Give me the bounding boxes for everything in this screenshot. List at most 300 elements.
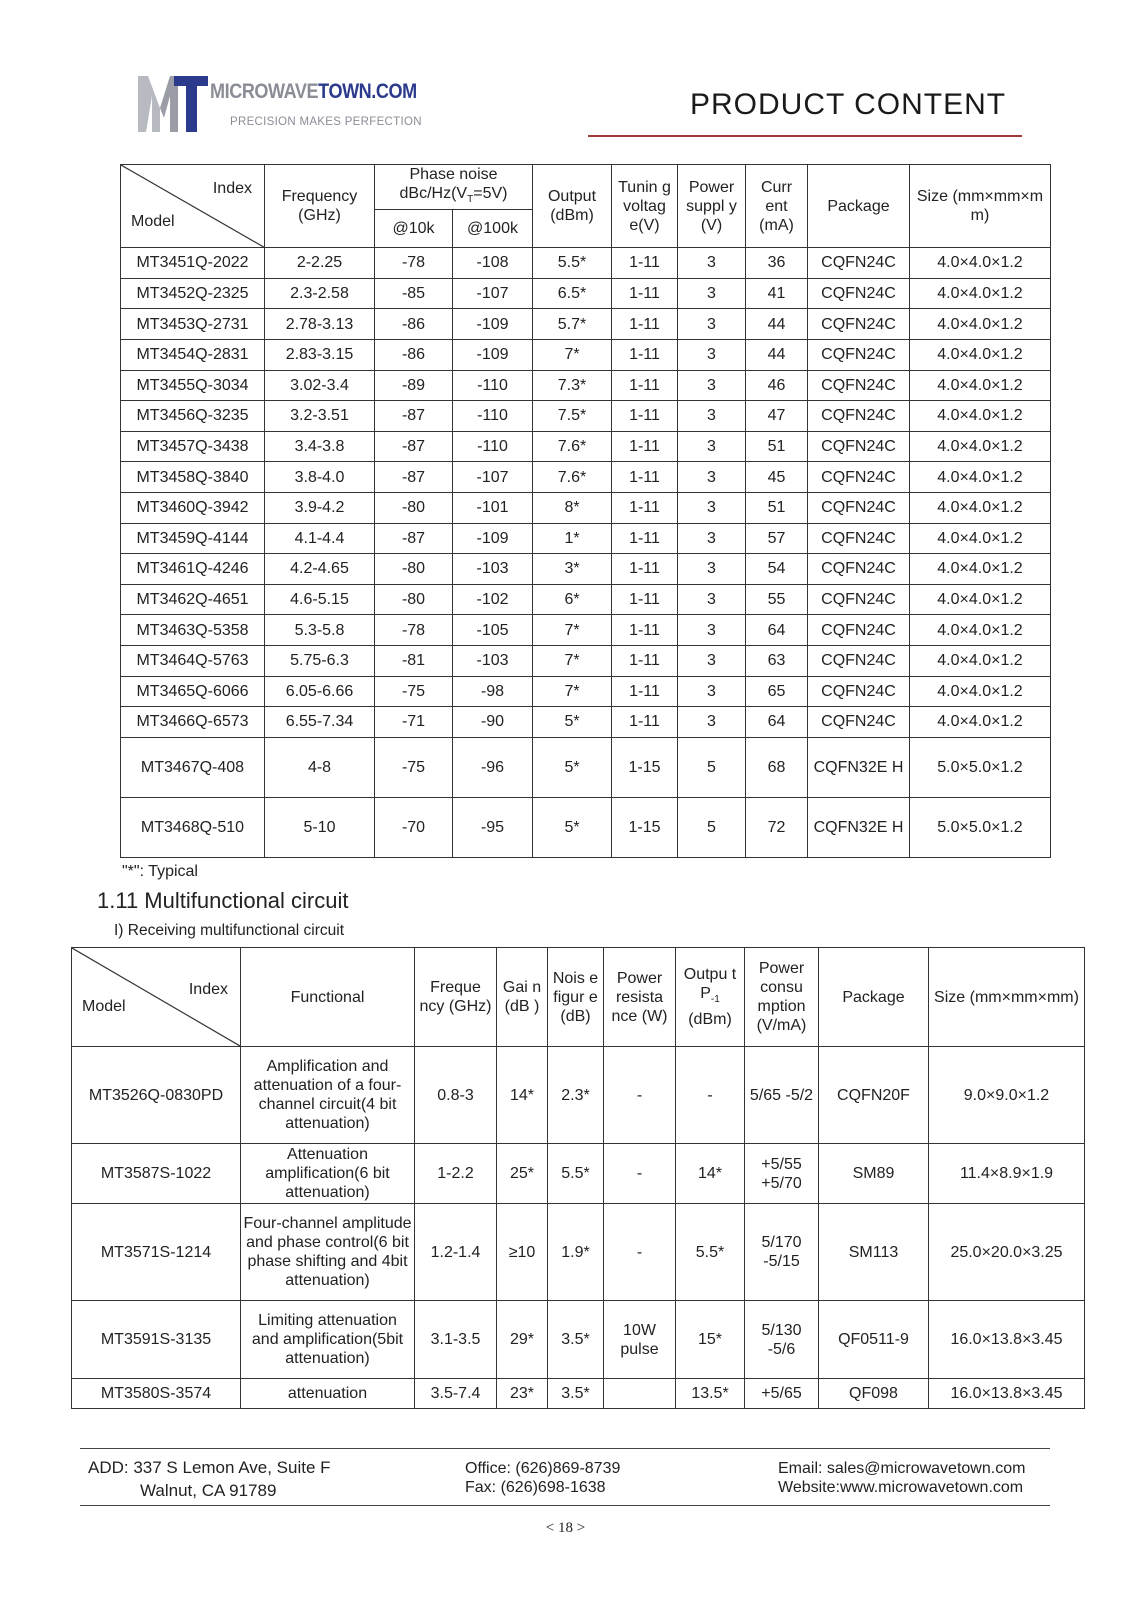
model-cell: MT3464Q-5763 (121, 645, 265, 676)
package-cell: CQFN24C (808, 523, 910, 554)
title-underline (588, 135, 1022, 137)
tuning-voltage-cell: 1-15 (612, 737, 678, 797)
model-cell: MT3451Q-2022 (121, 248, 265, 279)
model-cell: MT3571S-1214 (72, 1204, 241, 1301)
table-row (121, 431, 1051, 462)
table-row (121, 797, 1051, 857)
current-cell: 68 (746, 737, 808, 797)
output-cell: 13.5* (676, 1379, 745, 1409)
package-cell: CQFN24C (808, 278, 910, 309)
company-logo (138, 74, 428, 136)
header-phase-noise: Phase noise dBc/$Hz(V_T=5V)$ (375, 165, 533, 210)
model-cell: MT3462Q-4651 (121, 584, 265, 615)
model-cell: MT3456Q-3235 (121, 401, 265, 432)
package-cell: CQFN24C (808, 370, 910, 401)
frequency-cell: 5.3-5.8 (265, 615, 375, 646)
model-cell: MT3460Q-3942 (121, 492, 265, 523)
package-cell: CQFN24C (808, 401, 910, 432)
size-cell: 5.0×5.0×1.2 (910, 797, 1051, 857)
table-row (121, 707, 1051, 738)
frequency-cell: 5.75-6.3 (265, 645, 375, 676)
output-cell: 7.6* (533, 462, 612, 493)
model-cell: MT3580S-3574 (72, 1379, 241, 1409)
phase-noise-10k-cell: -86 (375, 339, 453, 370)
output-cell: 5.5* (676, 1204, 745, 1301)
table-row (121, 737, 1051, 797)
noise-figure-cell: 5.5* (548, 1144, 604, 1204)
size-cell: 4.0×4.0×1.2 (910, 431, 1051, 462)
package-cell: CQFN24C (808, 339, 910, 370)
tuning-voltage-cell: 1-11 (612, 584, 678, 615)
frequency-cell: 4.1-4.4 (265, 523, 375, 554)
package-cell: SM113 (819, 1204, 929, 1301)
table-row (121, 370, 1051, 401)
size-cell: 4.0×4.0×1.2 (910, 523, 1051, 554)
tuning-voltage-cell: 1-11 (612, 339, 678, 370)
gain-cell: ≥10 (497, 1204, 548, 1301)
power-consumption-cell: 5/130 -5/6 (745, 1301, 819, 1379)
size-cell: 25.0×20.0×3.25 (929, 1204, 1085, 1301)
size-cell: 4.0×4.0×1.2 (910, 339, 1051, 370)
package-cell: QF0511-9 (819, 1301, 929, 1379)
header-index: Index (188, 981, 228, 998)
package-cell: CQFN24C (808, 615, 910, 646)
model-cell: MT3465Q-6066 (121, 676, 265, 707)
footer-website: Website:www.microwavetown.com (778, 1479, 1024, 1496)
size-cell: 4.0×4.0×1.2 (910, 554, 1051, 585)
tuning-voltage-cell: 1-11 (612, 309, 678, 340)
multifunctional-circuit-table (71, 947, 1085, 1409)
header-package: Package (808, 165, 910, 248)
header-tuning-voltage: Tunin g voltag e(V) (612, 165, 678, 248)
section-heading: 1.11 Multifunctional circuit (97, 888, 349, 913)
phase-noise-10k-cell: -87 (375, 462, 453, 493)
frequency-cell: 6.05-6.66 (265, 676, 375, 707)
size-cell: 4.0×4.0×1.2 (910, 462, 1051, 493)
model-cell: MT3458Q-3840 (121, 462, 265, 493)
power-consumption-cell: +5/65 (745, 1379, 819, 1409)
footer-fax: Fax: (626)698-1638 (465, 1479, 606, 1496)
frequency-cell: 2-2.25 (265, 248, 375, 279)
phase-noise-10k-cell: -78 (375, 615, 453, 646)
phase-noise-10k-cell: -87 (375, 401, 453, 432)
power-resistance-cell: - (604, 1144, 676, 1204)
header-package: Package (819, 948, 929, 1047)
tuning-voltage-cell: 1-11 (612, 707, 678, 738)
package-cell: CQFN24C (808, 707, 910, 738)
phase-noise-10k-cell: -71 (375, 707, 453, 738)
power-supply-cell: 3 (678, 676, 746, 707)
header-functional: Functional (241, 948, 415, 1047)
current-cell: 41 (746, 278, 808, 309)
size-cell: 4.0×4.0×1.2 (910, 584, 1051, 615)
current-cell: 64 (746, 707, 808, 738)
table-row (72, 1204, 1085, 1301)
diagonal-divider (121, 165, 264, 247)
output-cell: 1* (533, 523, 612, 554)
model-cell: MT3459Q-4144 (121, 523, 265, 554)
phase-noise-100k-cell: -101 (453, 492, 533, 523)
logo-brand-text: MICROWAVETOWN.COM (210, 80, 417, 103)
phase-noise-100k-cell: -103 (453, 554, 533, 585)
power-supply-cell: 3 (678, 278, 746, 309)
model-cell: MT3468Q-510 (121, 797, 265, 857)
package-cell: CQFN24C (808, 462, 910, 493)
frequency-cell: 3.8-4.0 (265, 462, 375, 493)
output-cell: 5.5* (533, 248, 612, 279)
output-cell: 6.5* (533, 278, 612, 309)
header-power-resistance: Power resista nce (W) (604, 948, 676, 1047)
tuning-voltage-cell: 1-15 (612, 797, 678, 857)
phase-noise-100k-cell: -102 (453, 584, 533, 615)
frequency-cell: 1-2.2 (415, 1144, 497, 1204)
tuning-voltage-cell: 1-11 (612, 401, 678, 432)
model-cell: MT3587S-1022 (72, 1144, 241, 1204)
phase-noise-10k-cell: -87 (375, 431, 453, 462)
size-cell: 4.0×4.0×1.2 (910, 370, 1051, 401)
phase-noise-10k-cell: -81 (375, 645, 453, 676)
package-cell: CQFN24C (808, 676, 910, 707)
phase-noise-100k-cell: -103 (453, 645, 533, 676)
tuning-voltage-cell: 1-11 (612, 278, 678, 309)
frequency-cell: 4.2-4.65 (265, 554, 375, 585)
power-consumption-cell: 5/65 -5/2 (745, 1047, 819, 1144)
phase-noise-10k-cell: -75 (375, 676, 453, 707)
package-cell: CQFN24C (808, 645, 910, 676)
frequency-cell: 2.83-3.15 (265, 339, 375, 370)
table-row (121, 309, 1051, 340)
size-cell: 4.0×4.0×1.2 (910, 707, 1051, 738)
model-cell: MT3591S-3135 (72, 1301, 241, 1379)
phase-noise-10k-cell: -85 (375, 278, 453, 309)
header-size: Size (mm×mm×m m) (910, 165, 1051, 248)
table-row (121, 462, 1051, 493)
power-supply-cell: 3 (678, 339, 746, 370)
output-cell: 15* (676, 1301, 745, 1379)
header-size: Size (mm×mm×mm) (929, 948, 1085, 1047)
phase-noise-100k-cell: -96 (453, 737, 533, 797)
gain-cell: 29* (497, 1301, 548, 1379)
phase-noise-10k-cell: -80 (375, 584, 453, 615)
power-supply-cell: 3 (678, 401, 746, 432)
noise-figure-cell: 2.3* (548, 1047, 604, 1144)
current-cell: 54 (746, 554, 808, 585)
current-cell: 44 (746, 309, 808, 340)
functional-cell: Limiting attenuation and amplification(5bit attenuation) (241, 1301, 415, 1379)
package-cell: CQFN20F (819, 1047, 929, 1144)
model-cell: MT3526Q-0830PD (72, 1047, 241, 1144)
logo-tagline: PRECISION MAKES PERFECTION (230, 116, 422, 128)
power-supply-cell: 3 (678, 584, 746, 615)
frequency-cell: 3.2-3.51 (265, 401, 375, 432)
noise-figure-cell: 1.9* (548, 1204, 604, 1301)
tuning-voltage-cell: 1-11 (612, 248, 678, 279)
phase-noise-100k-cell: -110 (453, 370, 533, 401)
output-cell: 14* (676, 1144, 745, 1204)
output-cell: 7.6* (533, 431, 612, 462)
phase-noise-100k-cell: -110 (453, 401, 533, 432)
header-index: Index (212, 180, 252, 197)
power-supply-cell: 3 (678, 370, 746, 401)
package-cell: CQFN24C (808, 309, 910, 340)
header-at-100k: @100k (453, 210, 533, 248)
table2-header-row (72, 948, 1085, 1047)
output-cell: 7* (533, 676, 612, 707)
phase-noise-100k-cell: -109 (453, 309, 533, 340)
mt-logo-icon (138, 74, 208, 134)
package-cell: CQFN32E H (808, 737, 910, 797)
frequency-cell: 3.4-3.8 (265, 431, 375, 462)
package-cell: CQFN32E H (808, 797, 910, 857)
size-cell: 4.0×4.0×1.2 (910, 401, 1051, 432)
table-row (72, 1047, 1085, 1144)
table-row (72, 1301, 1085, 1379)
model-cell: MT3467Q-408 (121, 737, 265, 797)
size-cell: 16.0×13.8×3.45 (929, 1301, 1085, 1379)
output-cell: 5* (533, 797, 612, 857)
frequency-cell: 2.3-2.58 (265, 278, 375, 309)
size-cell: 4.0×4.0×1.2 (910, 492, 1051, 523)
tuning-voltage-cell: 1-11 (612, 645, 678, 676)
output-cell: 6* (533, 584, 612, 615)
power-supply-cell: 5 (678, 737, 746, 797)
model-cell: MT3454Q-2831 (121, 339, 265, 370)
footer-bottom-rule (80, 1505, 1050, 1506)
footer-top-rule (80, 1448, 1050, 1449)
noise-figure-cell: 3.5* (548, 1301, 604, 1379)
size-cell: 9.0×9.0×1.2 (929, 1047, 1085, 1144)
gain-cell: 14* (497, 1047, 548, 1144)
frequency-cell: 3.5-7.4 (415, 1379, 497, 1409)
functional-cell: Attenuation amplification(6 bit attenuation) (241, 1144, 415, 1204)
output-cell: 8* (533, 492, 612, 523)
output-cell: 7* (533, 645, 612, 676)
phase-noise-100k-cell: -107 (453, 278, 533, 309)
frequency-cell: 6.55-7.34 (265, 707, 375, 738)
phase-noise-10k-cell: -78 (375, 248, 453, 279)
phase-noise-10k-cell: -70 (375, 797, 453, 857)
package-cell: CQFN24C (808, 584, 910, 615)
package-cell: QF098 (819, 1379, 929, 1409)
header-noise-figure: Nois e figur e (dB) (548, 948, 604, 1047)
noise-figure-cell: 3.5* (548, 1379, 604, 1409)
phase-noise-100k-cell: -90 (453, 707, 533, 738)
power-supply-cell: 3 (678, 462, 746, 493)
size-cell: 4.0×4.0×1.2 (910, 248, 1051, 279)
frequency-cell: 4.6-5.15 (265, 584, 375, 615)
phase-noise-100k-cell: -107 (453, 462, 533, 493)
vco-product-table (120, 164, 1051, 858)
page-number: < 18 > (545, 1520, 586, 1536)
header-frequency: Freque ncy (GHz) (415, 948, 497, 1047)
tuning-voltage-cell: 1-11 (612, 492, 678, 523)
phase-noise-100k-cell: -110 (453, 431, 533, 462)
header-output-p1: Outpu t $P_{-1}$ (dBm) (676, 948, 745, 1047)
tuning-voltage-cell: 1-11 (612, 615, 678, 646)
model-cell: MT3463Q-5358 (121, 615, 265, 646)
frequency-cell: 4-8 (265, 737, 375, 797)
functional-cell: attenuation (241, 1379, 415, 1409)
header-model: Model (131, 213, 175, 231)
power-supply-cell: 3 (678, 707, 746, 738)
tuning-voltage-cell: 1-11 (612, 554, 678, 585)
header-power-consumption: Power consu mption (V/mA) (745, 948, 819, 1047)
size-cell: 4.0×4.0×1.2 (910, 645, 1051, 676)
current-cell: 65 (746, 676, 808, 707)
tuning-voltage-cell: 1-11 (612, 431, 678, 462)
frequency-cell: 0.8-3 (415, 1047, 497, 1144)
package-cell: CQFN24C (808, 431, 910, 462)
table-row (121, 554, 1051, 585)
current-cell: 45 (746, 462, 808, 493)
size-cell: 16.0×13.8×3.45 (929, 1379, 1085, 1409)
power-supply-cell: 3 (678, 615, 746, 646)
functional-cell: Four-channel amplitude and phase control(6 bit phase shifting and 4bit attenuation) (241, 1204, 415, 1301)
frequency-cell: 5-10 (265, 797, 375, 857)
tuning-voltage-cell: 1-11 (612, 462, 678, 493)
phase-noise-10k-cell: -89 (375, 370, 453, 401)
functional-cell: Amplification and attenuation of a four-channel circuit(4 bit attenuation) (241, 1047, 415, 1144)
current-cell: 63 (746, 645, 808, 676)
current-cell: 51 (746, 492, 808, 523)
model-cell: MT3461Q-4246 (121, 554, 265, 585)
phase-noise-100k-cell: -105 (453, 615, 533, 646)
power-resistance-cell: 10W pulse (604, 1301, 676, 1379)
power-supply-cell: 3 (678, 523, 746, 554)
gain-cell: 25* (497, 1144, 548, 1204)
header-gain: Gai n (dB ) (497, 948, 548, 1047)
phase-noise-100k-cell: -109 (453, 339, 533, 370)
header-at-10k: @10k (375, 210, 453, 248)
output-cell: 7* (533, 339, 612, 370)
size-cell: 4.0×4.0×1.2 (910, 676, 1051, 707)
footer-email: Email: sales@microwavetown.com (778, 1460, 1026, 1477)
size-cell: 4.0×4.0×1.2 (910, 615, 1051, 646)
size-cell: 4.0×4.0×1.2 (910, 278, 1051, 309)
output-cell: 5* (533, 737, 612, 797)
table-row (121, 584, 1051, 615)
model-cell: MT3466Q-6573 (121, 707, 265, 738)
tuning-voltage-cell: 1-11 (612, 676, 678, 707)
footer-address-line2: Walnut, CA 91789 (140, 1481, 277, 1500)
table-row (121, 523, 1051, 554)
phase-noise-10k-cell: -87 (375, 523, 453, 554)
current-cell: 44 (746, 339, 808, 370)
package-cell: CQFN24C (808, 554, 910, 585)
current-cell: 64 (746, 615, 808, 646)
package-cell: SM89 (819, 1144, 929, 1204)
header-model: Model (82, 998, 126, 1015)
size-cell: 11.4×8.9×1.9 (929, 1144, 1085, 1204)
index-model-header-cell (72, 948, 241, 1047)
current-cell: 51 (746, 431, 808, 462)
table-row (72, 1379, 1085, 1409)
model-cell: MT3453Q-2731 (121, 309, 265, 340)
frequency-cell: 2.78-3.13 (265, 309, 375, 340)
page-title: PRODUCT CONTENT (690, 88, 1007, 121)
model-cell: MT3452Q-2325 (121, 278, 265, 309)
phase-noise-10k-cell: -75 (375, 737, 453, 797)
current-cell: 47 (746, 401, 808, 432)
typical-note: "*": Typical (122, 863, 198, 880)
phase-noise-10k-cell: -80 (375, 492, 453, 523)
frequency-cell: 3.1-3.5 (415, 1301, 497, 1379)
phase-noise-100k-cell: -108 (453, 248, 533, 279)
size-cell: 4.0×4.0×1.2 (910, 309, 1051, 340)
header-frequency: Frequency (GHz) (265, 165, 375, 248)
tuning-voltage-cell: 1-11 (612, 370, 678, 401)
power-consumption-cell: 5/170 -5/15 (745, 1204, 819, 1301)
table-row (121, 248, 1051, 279)
table-row (121, 492, 1051, 523)
output-cell: 7* (533, 615, 612, 646)
footer-office-phone: Office: (626)869-8739 (465, 1460, 621, 1477)
frequency-cell: 3.02-3.4 (265, 370, 375, 401)
table-row (121, 401, 1051, 432)
table-row (121, 278, 1051, 309)
package-cell: CQFN24C (808, 248, 910, 279)
phase-noise-100k-cell: -98 (453, 676, 533, 707)
power-supply-cell: 3 (678, 309, 746, 340)
header-output: Output (dBm) (533, 165, 612, 248)
package-cell: CQFN24C (808, 492, 910, 523)
power-supply-cell: 3 (678, 554, 746, 585)
model-cell: MT3455Q-3034 (121, 370, 265, 401)
header-current: Curr ent (mA) (746, 165, 808, 248)
phase-noise-10k-cell: -86 (375, 309, 453, 340)
phase-noise-100k-cell: -109 (453, 523, 533, 554)
power-supply-cell: 3 (678, 492, 746, 523)
header-power-supply: Power suppl y (V) (678, 165, 746, 248)
phase-noise-10k-cell: -80 (375, 554, 453, 585)
table-row (121, 676, 1051, 707)
frequency-cell: 1.2-1.4 (415, 1204, 497, 1301)
table1-header-row (121, 165, 1051, 210)
table-row (121, 339, 1051, 370)
output-cell: 7.5* (533, 401, 612, 432)
power-resistance-cell: - (604, 1204, 676, 1301)
power-supply-cell: 3 (678, 248, 746, 279)
output-cell: 7.3* (533, 370, 612, 401)
power-resistance-cell: - (604, 1047, 676, 1144)
power-resistance-cell (604, 1379, 676, 1409)
gain-cell: 23* (497, 1379, 548, 1409)
current-cell: 57 (746, 523, 808, 554)
output-cell: 5.7* (533, 309, 612, 340)
output-cell: 3* (533, 554, 612, 585)
subsection-heading: I) Receiving multifunctional circuit (114, 922, 345, 939)
current-cell: 55 (746, 584, 808, 615)
frequency-cell: 3.9-4.2 (265, 492, 375, 523)
table-row (121, 645, 1051, 676)
power-supply-cell: 3 (678, 645, 746, 676)
tuning-voltage-cell: 1-11 (612, 523, 678, 554)
power-consumption-cell: +5/55 +5/70 (745, 1144, 819, 1204)
power-supply-cell: 5 (678, 797, 746, 857)
current-cell: 72 (746, 797, 808, 857)
output-cell: - (676, 1047, 745, 1144)
output-cell: 5* (533, 707, 612, 738)
footer-address-line1: ADD: 337 S Lemon Ave, Suite F (88, 1458, 331, 1477)
power-supply-cell: 3 (678, 431, 746, 462)
current-cell: 36 (746, 248, 808, 279)
phase-noise-100k-cell: -95 (453, 797, 533, 857)
size-cell: 5.0×5.0×1.2 (910, 737, 1051, 797)
index-model-header-cell (121, 165, 265, 248)
model-cell: MT3457Q-3438 (121, 431, 265, 462)
table-row (72, 1144, 1085, 1204)
table-row (121, 615, 1051, 646)
